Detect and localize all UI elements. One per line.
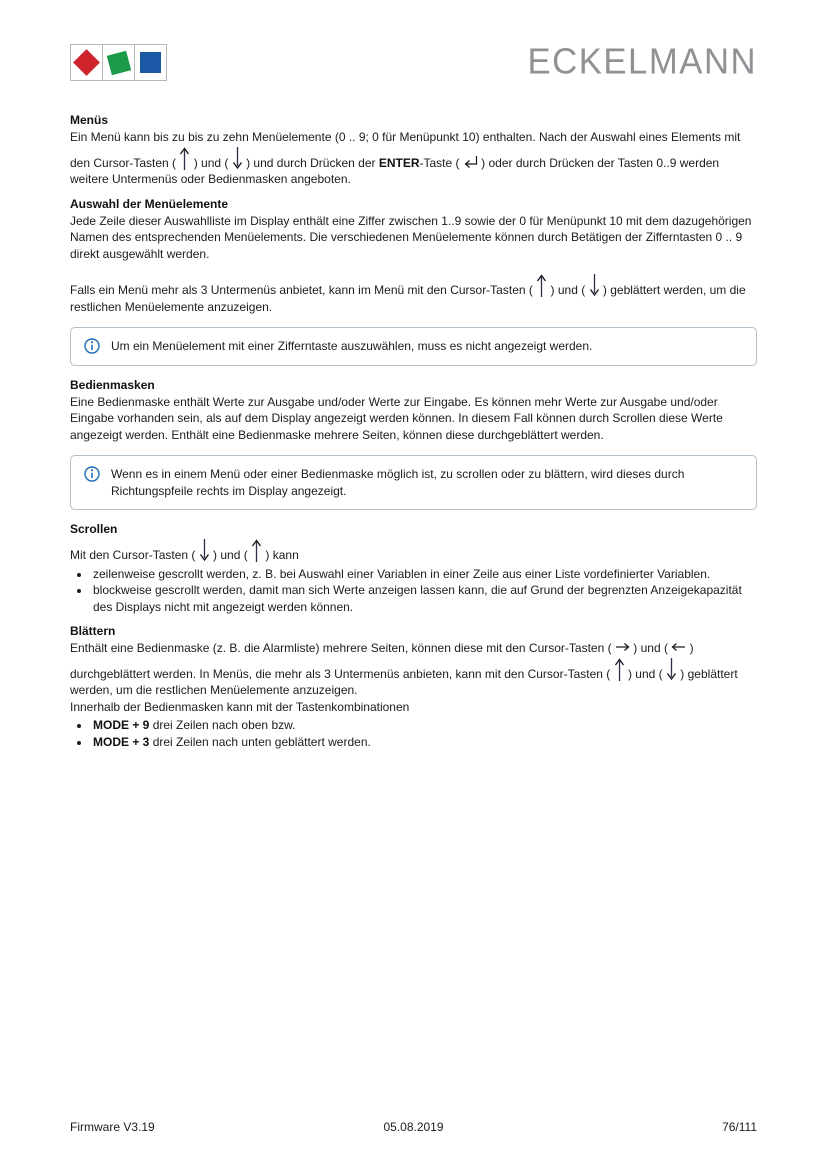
info-note-text xyxy=(111,338,592,355)
text-run: Innerhalb der Bedienmasken kann mit der Tastenkombinationen xyxy=(70,699,410,714)
section-blaettern xyxy=(70,624,757,750)
logo-cell-green xyxy=(102,44,135,81)
paragraph xyxy=(70,640,757,699)
section-heading: Auswahl der Menüelemente xyxy=(70,196,229,211)
footer-date: 05.08.2019 xyxy=(383,1120,444,1134)
list-item xyxy=(91,582,757,615)
paragraph xyxy=(70,538,757,564)
text-run: ) und durch Drücken der xyxy=(242,155,379,170)
arrow-down-icon xyxy=(199,538,210,564)
text-run: blockweise gescrollt werden, damit man sich Werte anzeigen lassen kann, die auf Grund der begrenzten Anzeigekapazität des Displays nicht mit angezeigt werden können. xyxy=(93,583,742,614)
info-note-text xyxy=(111,466,744,499)
paragraph xyxy=(70,394,757,444)
arrow-left-icon xyxy=(671,640,686,657)
section-heading: Scrollen xyxy=(70,522,118,536)
text-run: ) und ( xyxy=(624,666,666,681)
paragraph xyxy=(70,213,757,263)
logo-green-square-icon xyxy=(106,50,130,74)
arrow-up-icon xyxy=(251,538,262,564)
text-run: drei Zeilen nach unten geblättert werden. xyxy=(149,734,371,749)
paragraph xyxy=(70,273,757,315)
section-scrollen xyxy=(70,522,757,615)
list-item xyxy=(91,734,757,751)
bold-text: MODE + 3 xyxy=(93,734,150,749)
text-run: Wenn es in einem Menü oder einer Bedienmaske möglich ist, zu scrollen oder zu blättern, wird dieses durch Richtungspfeile rechts im Display angezeigt. xyxy=(111,467,685,498)
arrow-right-icon xyxy=(615,640,630,657)
text-run: Falls ein Menü mehr als 3 Untermenüs anbietet, kann im Menü mit den Cursor-Tasten ( xyxy=(70,283,537,297)
text-run: drei Zeilen nach oben bzw. xyxy=(149,718,296,732)
arrow-up-icon xyxy=(179,146,190,172)
spacer xyxy=(70,262,757,273)
logo-cell-red xyxy=(70,44,103,81)
text-run: ) durchgeblättert werden. In Menüs, die mehr als 3 Untermenüs anbieten, kann mit den Cursor-Tasten ( xyxy=(70,641,694,681)
document-body xyxy=(70,113,757,750)
list-item xyxy=(91,717,757,734)
page-footer xyxy=(70,1120,757,1134)
info-note xyxy=(70,455,757,510)
arrow-up-icon xyxy=(536,273,547,299)
bold-text: MODE + 9 xyxy=(93,718,150,732)
section-menus xyxy=(70,113,757,188)
bullet-list xyxy=(70,717,757,750)
paragraph xyxy=(70,129,757,188)
text-run: ) und ( xyxy=(190,155,232,170)
bullet-list xyxy=(70,566,757,616)
section-heading: Menüs xyxy=(70,113,109,127)
text-run: -Taste ( xyxy=(419,155,463,170)
enter-icon xyxy=(463,155,478,172)
text-run: ) geblättert werden, um die restlichen Menüelemente anzuzeigen. xyxy=(70,666,738,697)
company-logo xyxy=(70,44,167,81)
section-bedienmasken xyxy=(70,378,757,511)
text-run: zeilenweise gescrollt werden, z. B. bei Auswahl einer Variablen in einer Zeile aus einer Liste vordefinierter Variablen. xyxy=(93,566,711,581)
logo-blue-square-icon xyxy=(140,52,161,73)
text-run: Ein Menü kann bis zu bis zu zehn Menüelemente (0 .. 9; 0 für Menüpunkt 10) enthalten. Nach der Auswahl eines Elements mit den Cursor-Tasten ( xyxy=(70,130,741,170)
section-heading: Blättern xyxy=(70,624,116,638)
arrow-down-icon xyxy=(589,273,600,299)
text-run: ) kann xyxy=(262,548,299,562)
arrow-up-icon xyxy=(614,657,625,683)
arrow-down-icon xyxy=(666,657,677,683)
text-run: Jede Zeile dieser Auswahlliste im Display enthält eine Ziffer zwischen 1..9 sowie der 0 für Menüpunkt 10 mit dem dazugehörigen Namen des entsprechenden Menüelements. Die verschiedenen Menüelemente können durch Betätigen der Zifferntasten 0 .. 9 direkt ausgewählt werden. xyxy=(70,213,752,261)
paragraph xyxy=(70,699,757,716)
text-run: ) und ( xyxy=(629,641,672,655)
info-icon xyxy=(84,338,100,354)
arrow-down-icon xyxy=(232,146,243,172)
text-run: Um ein Menüelement mit einer Zifferntaste auszuwählen, muss es nicht angezeigt werden. xyxy=(111,339,593,353)
page-content xyxy=(70,41,757,750)
text-run: ) und ( xyxy=(209,548,252,562)
logo-red-diamond-icon xyxy=(73,49,100,76)
brand-wordmark: ECKELMANN xyxy=(527,41,757,83)
page-header xyxy=(70,41,757,84)
text-run: ) geblättert werden, um die restlichen Menüelemente anzuzeigen. xyxy=(70,283,746,314)
text-run: Eine Bedienmaske enthält Werte zur Ausgabe und/oder Werte zur Eingabe. Es können mehr Werte zur Ausgabe und/oder Eingabe vorhanden sein, als auf dem Display angezeigt werden können. In diesem Fall können durch Scrollen diese Werte angezeigt werden. Enthält eine Bedienmaske mehrere Seiten, können diese durchgeblättert werden. xyxy=(70,394,723,442)
info-icon xyxy=(84,466,100,482)
section-heading: Bedienmasken xyxy=(70,377,155,392)
footer-page-number: 76/111 xyxy=(722,1120,757,1134)
text-run: ) und ( xyxy=(547,283,589,297)
bold-text: ENTER xyxy=(378,155,420,170)
info-note xyxy=(70,327,757,366)
text-run: Mit den Cursor-Tasten ( xyxy=(70,548,199,562)
text-run: Enthält eine Bedienmaske (z. B. die Alarmliste) mehrere Seiten, können diese mit den Cursor-Tasten ( xyxy=(70,641,615,655)
footer-firmware-version: Firmware V3.19 xyxy=(70,1120,155,1134)
logo-cell-blue xyxy=(134,44,167,81)
list-item xyxy=(91,566,757,583)
text-run: ) oder durch Drücken der Tasten 0..9 werden weitere Untermenüs oder Bedienmasken angeboten. xyxy=(70,155,720,186)
section-auswahl-der-menuelemente xyxy=(70,197,757,366)
